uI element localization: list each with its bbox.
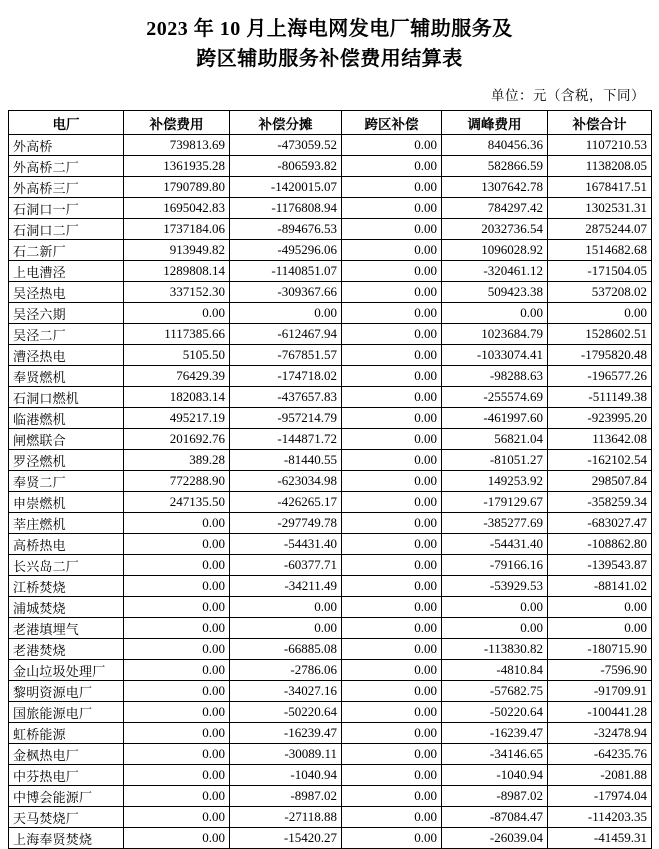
cell-peak-regulation-fee: 0.00 bbox=[442, 303, 548, 324]
cell-plant-name: 外高桥二厂 bbox=[9, 156, 124, 177]
table-row bbox=[9, 345, 652, 366]
cell-peak-regulation-fee: -98288.63 bbox=[442, 366, 548, 387]
table-row bbox=[9, 366, 652, 387]
cell-cross-region-compensation: 0.00 bbox=[342, 156, 442, 177]
cell-compensation-fee: 1361935.28 bbox=[124, 156, 230, 177]
cell-peak-regulation-fee: 56821.04 bbox=[442, 429, 548, 450]
cell-compensation-fee: 0.00 bbox=[124, 534, 230, 555]
cell-cross-region-compensation: 0.00 bbox=[342, 324, 442, 345]
cell-compensation-share: -894676.53 bbox=[230, 219, 342, 240]
cell-compensation-fee: 0.00 bbox=[124, 660, 230, 681]
cell-compensation-fee: 0.00 bbox=[124, 618, 230, 639]
cell-cross-region-compensation: 0.00 bbox=[342, 765, 442, 786]
cell-plant-name: 闸燃联合 bbox=[9, 429, 124, 450]
column-header-plant: 电厂 bbox=[9, 111, 124, 135]
cell-peak-regulation-fee: -320461.12 bbox=[442, 261, 548, 282]
cell-compensation-share: -34027.16 bbox=[230, 681, 342, 702]
cell-plant-name: 浦城焚烧 bbox=[9, 597, 124, 618]
table-row bbox=[9, 618, 652, 639]
cell-peak-regulation-fee: 784297.42 bbox=[442, 198, 548, 219]
cell-cross-region-compensation: 0.00 bbox=[342, 408, 442, 429]
cell-plant-name: 老港填埋气 bbox=[9, 618, 124, 639]
cell-total-compensation: -108862.80 bbox=[548, 534, 652, 555]
cell-peak-regulation-fee: 840456.36 bbox=[442, 135, 548, 156]
cell-cross-region-compensation: 0.00 bbox=[342, 618, 442, 639]
cell-compensation-share: -2786.06 bbox=[230, 660, 342, 681]
cell-compensation-fee: 1695042.83 bbox=[124, 198, 230, 219]
cell-plant-name: 石二新厂 bbox=[9, 240, 124, 261]
cell-peak-regulation-fee: -113830.82 bbox=[442, 639, 548, 660]
table-row bbox=[9, 597, 652, 618]
cell-compensation-fee: 0.00 bbox=[124, 786, 230, 807]
cell-compensation-share: -623034.98 bbox=[230, 471, 342, 492]
cell-total-compensation: 113642.08 bbox=[548, 429, 652, 450]
page-title bbox=[8, 14, 651, 74]
cell-compensation-share: -30089.11 bbox=[230, 744, 342, 765]
cell-cross-region-compensation: 0.00 bbox=[342, 639, 442, 660]
cell-plant-name: 金山垃圾处理厂 bbox=[9, 660, 124, 681]
cell-peak-regulation-fee: 0.00 bbox=[442, 618, 548, 639]
cell-plant-name: 金枫热电厂 bbox=[9, 744, 124, 765]
page-title-line-2: 跨区辅助服务补偿费用结算表 bbox=[196, 48, 463, 70]
cell-plant-name: 上海奉贤焚烧 bbox=[9, 828, 124, 849]
table-row bbox=[9, 576, 652, 597]
table-row bbox=[9, 723, 652, 744]
cell-total-compensation: -683027.47 bbox=[548, 513, 652, 534]
table-row bbox=[9, 198, 652, 219]
cell-compensation-fee: 0.00 bbox=[124, 576, 230, 597]
cell-total-compensation: -196577.26 bbox=[548, 366, 652, 387]
cell-compensation-share: -81440.55 bbox=[230, 450, 342, 471]
table-row bbox=[9, 492, 652, 513]
cell-cross-region-compensation: 0.00 bbox=[342, 492, 442, 513]
cell-cross-region-compensation: 0.00 bbox=[342, 261, 442, 282]
cell-compensation-fee: 739813.69 bbox=[124, 135, 230, 156]
cell-total-compensation: -162102.54 bbox=[548, 450, 652, 471]
table-row bbox=[9, 555, 652, 576]
cell-peak-regulation-fee: -4810.84 bbox=[442, 660, 548, 681]
table-row bbox=[9, 450, 652, 471]
cell-cross-region-compensation: 0.00 bbox=[342, 744, 442, 765]
cell-compensation-share: -8987.02 bbox=[230, 786, 342, 807]
cell-compensation-share: -54431.40 bbox=[230, 534, 342, 555]
cell-cross-region-compensation: 0.00 bbox=[342, 345, 442, 366]
cell-total-compensation: 0.00 bbox=[548, 303, 652, 324]
cell-compensation-share: 0.00 bbox=[230, 618, 342, 639]
cell-compensation-share: -1176808.94 bbox=[230, 198, 342, 219]
cell-plant-name: 奉贤二厂 bbox=[9, 471, 124, 492]
table-row bbox=[9, 828, 652, 849]
cell-cross-region-compensation: 0.00 bbox=[342, 366, 442, 387]
cell-peak-regulation-fee: -461997.60 bbox=[442, 408, 548, 429]
cell-cross-region-compensation: 0.00 bbox=[342, 807, 442, 828]
table-row bbox=[9, 156, 652, 177]
cell-compensation-share: -806593.82 bbox=[230, 156, 342, 177]
cell-cross-region-compensation: 0.00 bbox=[342, 660, 442, 681]
cell-total-compensation: -180715.90 bbox=[548, 639, 652, 660]
column-header-compensation-fee: 补偿费用 bbox=[124, 111, 230, 135]
cell-compensation-share: -50220.64 bbox=[230, 702, 342, 723]
cell-plant-name: 江桥焚烧 bbox=[9, 576, 124, 597]
cell-compensation-fee: 495217.19 bbox=[124, 408, 230, 429]
cell-compensation-share: -473059.52 bbox=[230, 135, 342, 156]
cell-compensation-fee: 1737184.06 bbox=[124, 219, 230, 240]
cell-peak-regulation-fee: -87084.47 bbox=[442, 807, 548, 828]
cell-cross-region-compensation: 0.00 bbox=[342, 534, 442, 555]
cell-total-compensation: -114203.35 bbox=[548, 807, 652, 828]
table-row bbox=[9, 702, 652, 723]
cell-total-compensation: -923995.20 bbox=[548, 408, 652, 429]
cell-compensation-share: -1420015.07 bbox=[230, 177, 342, 198]
cell-compensation-fee: 0.00 bbox=[124, 828, 230, 849]
cell-compensation-fee: 182083.14 bbox=[124, 387, 230, 408]
cell-peak-regulation-fee: 1096028.92 bbox=[442, 240, 548, 261]
cell-total-compensation: -2081.88 bbox=[548, 765, 652, 786]
cell-compensation-fee: 0.00 bbox=[124, 513, 230, 534]
cell-total-compensation: -171504.05 bbox=[548, 261, 652, 282]
page-title-line-1: 2023 年 10 月上海电网发电厂辅助服务及 bbox=[146, 18, 513, 40]
cell-plant-name: 吴泾二厂 bbox=[9, 324, 124, 345]
cell-peak-regulation-fee: 1023684.79 bbox=[442, 324, 548, 345]
cell-peak-regulation-fee: -1033074.41 bbox=[442, 345, 548, 366]
table-row bbox=[9, 408, 652, 429]
cell-compensation-share: 0.00 bbox=[230, 597, 342, 618]
cell-compensation-share: -767851.57 bbox=[230, 345, 342, 366]
table-row bbox=[9, 471, 652, 492]
cell-plant-name: 罗泾燃机 bbox=[9, 450, 124, 471]
cell-cross-region-compensation: 0.00 bbox=[342, 450, 442, 471]
table-row bbox=[9, 744, 652, 765]
cell-total-compensation: -41459.31 bbox=[548, 828, 652, 849]
cell-compensation-fee: 1117385.66 bbox=[124, 324, 230, 345]
table-row bbox=[9, 219, 652, 240]
cell-total-compensation: -17974.04 bbox=[548, 786, 652, 807]
cell-compensation-share: -297749.78 bbox=[230, 513, 342, 534]
cell-compensation-share: -16239.47 bbox=[230, 723, 342, 744]
cell-plant-name: 老港焚烧 bbox=[9, 639, 124, 660]
table-row bbox=[9, 240, 652, 261]
cell-compensation-fee: 0.00 bbox=[124, 702, 230, 723]
table-row bbox=[9, 807, 652, 828]
cell-compensation-fee: 1289808.14 bbox=[124, 261, 230, 282]
cell-total-compensation: 1528602.51 bbox=[548, 324, 652, 345]
cell-compensation-fee: 0.00 bbox=[124, 807, 230, 828]
cell-peak-regulation-fee: 509423.38 bbox=[442, 282, 548, 303]
cell-total-compensation: 537208.02 bbox=[548, 282, 652, 303]
cell-plant-name: 国旅能源电厂 bbox=[9, 702, 124, 723]
cell-cross-region-compensation: 0.00 bbox=[342, 597, 442, 618]
cell-total-compensation: -91709.91 bbox=[548, 681, 652, 702]
cell-compensation-fee: 1790789.80 bbox=[124, 177, 230, 198]
table-row bbox=[9, 282, 652, 303]
cell-peak-regulation-fee: -179129.67 bbox=[442, 492, 548, 513]
table-header-row bbox=[9, 111, 652, 135]
table-row bbox=[9, 786, 652, 807]
cell-peak-regulation-fee: -34146.65 bbox=[442, 744, 548, 765]
cell-compensation-fee: 5105.50 bbox=[124, 345, 230, 366]
table-row bbox=[9, 135, 652, 156]
cell-peak-regulation-fee: -1040.94 bbox=[442, 765, 548, 786]
table-row bbox=[9, 534, 652, 555]
cell-total-compensation: 0.00 bbox=[548, 618, 652, 639]
cell-compensation-share: -34211.49 bbox=[230, 576, 342, 597]
cell-cross-region-compensation: 0.00 bbox=[342, 513, 442, 534]
cell-plant-name: 石洞口燃机 bbox=[9, 387, 124, 408]
table-row bbox=[9, 177, 652, 198]
cell-plant-name: 临港燃机 bbox=[9, 408, 124, 429]
cell-total-compensation: -511149.38 bbox=[548, 387, 652, 408]
cell-peak-regulation-fee: 2032736.54 bbox=[442, 219, 548, 240]
cell-compensation-fee: 247135.50 bbox=[124, 492, 230, 513]
cell-compensation-fee: 0.00 bbox=[124, 681, 230, 702]
table-row bbox=[9, 387, 652, 408]
cell-compensation-fee: 0.00 bbox=[124, 639, 230, 660]
cell-peak-regulation-fee: 149253.92 bbox=[442, 471, 548, 492]
cell-cross-region-compensation: 0.00 bbox=[342, 471, 442, 492]
cell-plant-name: 吴泾六期 bbox=[9, 303, 124, 324]
cell-total-compensation: 1678417.51 bbox=[548, 177, 652, 198]
cell-compensation-fee: 0.00 bbox=[124, 597, 230, 618]
cell-peak-regulation-fee: -79166.16 bbox=[442, 555, 548, 576]
cell-cross-region-compensation: 0.00 bbox=[342, 429, 442, 450]
cell-compensation-share: -495296.06 bbox=[230, 240, 342, 261]
cell-plant-name: 天马焚烧厂 bbox=[9, 807, 124, 828]
cell-compensation-share: -612467.94 bbox=[230, 324, 342, 345]
cell-compensation-fee: 0.00 bbox=[124, 555, 230, 576]
cell-total-compensation: -1795820.48 bbox=[548, 345, 652, 366]
cell-total-compensation: -100441.28 bbox=[548, 702, 652, 723]
cell-peak-regulation-fee: -50220.64 bbox=[442, 702, 548, 723]
cell-plant-name: 漕泾热电 bbox=[9, 345, 124, 366]
cell-plant-name: 高桥热电 bbox=[9, 534, 124, 555]
cell-compensation-share: -426265.17 bbox=[230, 492, 342, 513]
cell-plant-name: 申崇燃机 bbox=[9, 492, 124, 513]
cell-total-compensation: -32478.94 bbox=[548, 723, 652, 744]
cell-plant-name: 奉贤燃机 bbox=[9, 366, 124, 387]
cell-plant-name: 黎明资源电厂 bbox=[9, 681, 124, 702]
cell-compensation-share: -144871.72 bbox=[230, 429, 342, 450]
cell-total-compensation: -358259.34 bbox=[548, 492, 652, 513]
cell-cross-region-compensation: 0.00 bbox=[342, 177, 442, 198]
cell-compensation-fee: 389.28 bbox=[124, 450, 230, 471]
cell-compensation-share: -60377.71 bbox=[230, 555, 342, 576]
cell-cross-region-compensation: 0.00 bbox=[342, 219, 442, 240]
cell-total-compensation: -88141.02 bbox=[548, 576, 652, 597]
cell-plant-name: 吴泾热电 bbox=[9, 282, 124, 303]
table-row bbox=[9, 429, 652, 450]
column-header-peak-regulation-fee: 调峰费用 bbox=[442, 111, 548, 135]
cell-compensation-share: -27118.88 bbox=[230, 807, 342, 828]
cell-peak-regulation-fee: -26039.04 bbox=[442, 828, 548, 849]
cell-peak-regulation-fee: -385277.69 bbox=[442, 513, 548, 534]
cell-plant-name: 石洞口一厂 bbox=[9, 198, 124, 219]
cell-plant-name: 莘庄燃机 bbox=[9, 513, 124, 534]
cell-total-compensation: 1302531.31 bbox=[548, 198, 652, 219]
cell-compensation-share: -15420.27 bbox=[230, 828, 342, 849]
cell-peak-regulation-fee: -255574.69 bbox=[442, 387, 548, 408]
cell-plant-name: 上电漕泾 bbox=[9, 261, 124, 282]
cell-peak-regulation-fee: -53929.53 bbox=[442, 576, 548, 597]
cell-total-compensation: -139543.87 bbox=[548, 555, 652, 576]
table-row bbox=[9, 324, 652, 345]
cell-total-compensation: -7596.90 bbox=[548, 660, 652, 681]
cell-total-compensation: 298507.84 bbox=[548, 471, 652, 492]
unit-note: 单位：元（含税，下同） bbox=[491, 88, 645, 103]
settlement-table bbox=[8, 110, 652, 849]
cell-compensation-share: -1140851.07 bbox=[230, 261, 342, 282]
cell-peak-regulation-fee: -57682.75 bbox=[442, 681, 548, 702]
cell-compensation-fee: 913949.82 bbox=[124, 240, 230, 261]
table-row bbox=[9, 681, 652, 702]
cell-peak-regulation-fee: -81051.27 bbox=[442, 450, 548, 471]
cell-compensation-share: -309367.66 bbox=[230, 282, 342, 303]
cell-peak-regulation-fee: -54431.40 bbox=[442, 534, 548, 555]
cell-cross-region-compensation: 0.00 bbox=[342, 723, 442, 744]
cell-cross-region-compensation: 0.00 bbox=[342, 555, 442, 576]
cell-plant-name: 外高桥 bbox=[9, 135, 124, 156]
cell-cross-region-compensation: 0.00 bbox=[342, 681, 442, 702]
cell-compensation-fee: 0.00 bbox=[124, 744, 230, 765]
cell-total-compensation: 0.00 bbox=[548, 597, 652, 618]
cell-cross-region-compensation: 0.00 bbox=[342, 702, 442, 723]
table-row bbox=[9, 513, 652, 534]
cell-cross-region-compensation: 0.00 bbox=[342, 198, 442, 219]
cell-plant-name: 中芬热电厂 bbox=[9, 765, 124, 786]
cell-total-compensation: 2875244.07 bbox=[548, 219, 652, 240]
cell-cross-region-compensation: 0.00 bbox=[342, 576, 442, 597]
cell-plant-name: 中博会能源厂 bbox=[9, 786, 124, 807]
cell-compensation-share: -957214.79 bbox=[230, 408, 342, 429]
column-header-compensation-share: 补偿分摊 bbox=[230, 111, 342, 135]
cell-compensation-fee: 0.00 bbox=[124, 303, 230, 324]
column-header-cross-region-compensation: 跨区补偿 bbox=[342, 111, 442, 135]
cell-total-compensation: -64235.76 bbox=[548, 744, 652, 765]
cell-cross-region-compensation: 0.00 bbox=[342, 135, 442, 156]
cell-cross-region-compensation: 0.00 bbox=[342, 786, 442, 807]
cell-cross-region-compensation: 0.00 bbox=[342, 387, 442, 408]
cell-plant-name: 虹桥能源 bbox=[9, 723, 124, 744]
cell-compensation-fee: 76429.39 bbox=[124, 366, 230, 387]
cell-peak-regulation-fee: 1307642.78 bbox=[442, 177, 548, 198]
cell-total-compensation: 1514682.68 bbox=[548, 240, 652, 261]
cell-total-compensation: 1107210.53 bbox=[548, 135, 652, 156]
cell-cross-region-compensation: 0.00 bbox=[342, 828, 442, 849]
cell-compensation-share: 0.00 bbox=[230, 303, 342, 324]
cell-compensation-fee: 0.00 bbox=[124, 765, 230, 786]
table-row bbox=[9, 261, 652, 282]
cell-plant-name: 长兴岛二厂 bbox=[9, 555, 124, 576]
cell-total-compensation: 1138208.05 bbox=[548, 156, 652, 177]
cell-compensation-fee: 772288.90 bbox=[124, 471, 230, 492]
cell-peak-regulation-fee: -8987.02 bbox=[442, 786, 548, 807]
table-row bbox=[9, 303, 652, 324]
cell-peak-regulation-fee: -16239.47 bbox=[442, 723, 548, 744]
cell-cross-region-compensation: 0.00 bbox=[342, 303, 442, 324]
cell-compensation-share: -174718.02 bbox=[230, 366, 342, 387]
cell-compensation-share: -1040.94 bbox=[230, 765, 342, 786]
cell-cross-region-compensation: 0.00 bbox=[342, 240, 442, 261]
table-row bbox=[9, 765, 652, 786]
column-header-total-compensation: 补偿合计 bbox=[548, 111, 652, 135]
cell-compensation-fee: 201692.76 bbox=[124, 429, 230, 450]
cell-peak-regulation-fee: 582866.59 bbox=[442, 156, 548, 177]
cell-compensation-share: -66885.08 bbox=[230, 639, 342, 660]
cell-plant-name: 石洞口二厂 bbox=[9, 219, 124, 240]
cell-compensation-fee: 0.00 bbox=[124, 723, 230, 744]
table-row bbox=[9, 639, 652, 660]
cell-plant-name: 外高桥三厂 bbox=[9, 177, 124, 198]
cell-compensation-fee: 337152.30 bbox=[124, 282, 230, 303]
cell-cross-region-compensation: 0.00 bbox=[342, 282, 442, 303]
table-row bbox=[9, 660, 652, 681]
cell-compensation-share: -437657.83 bbox=[230, 387, 342, 408]
cell-peak-regulation-fee: 0.00 bbox=[442, 597, 548, 618]
